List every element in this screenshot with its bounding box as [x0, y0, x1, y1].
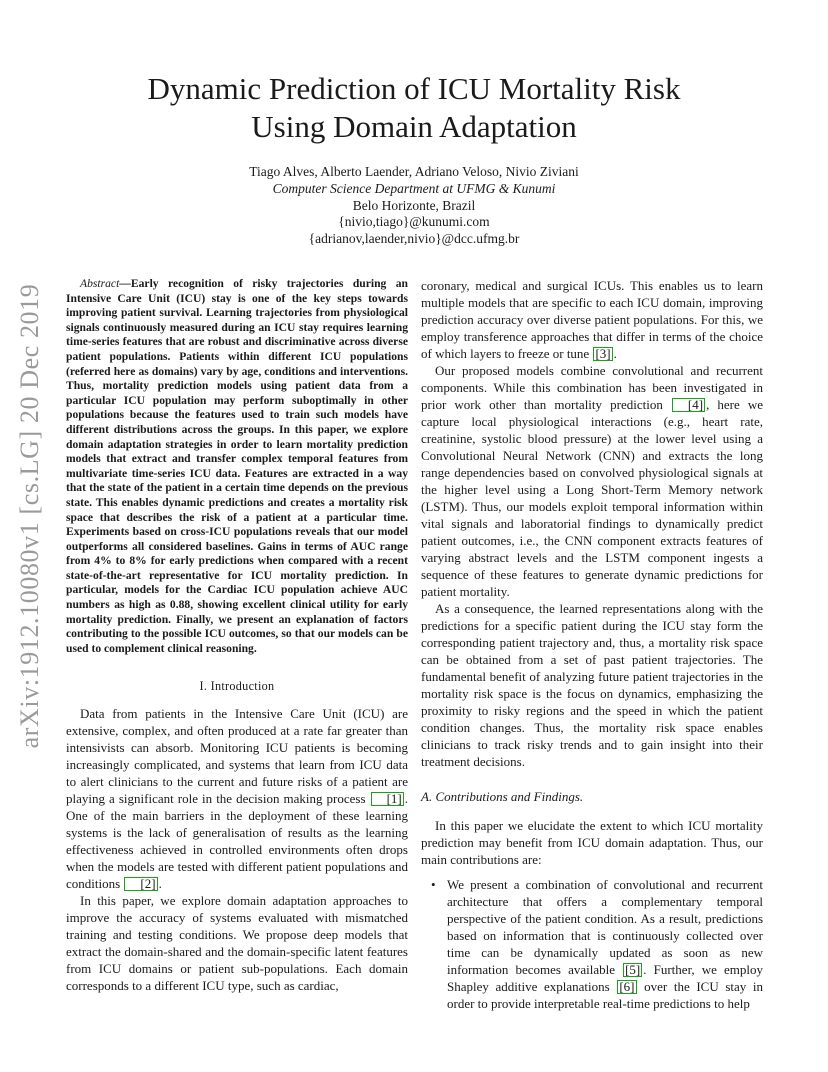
- contribution-bullet-1: [421, 876, 763, 1012]
- author-email-2: {adrianov,laender,nivio}@dcc.ufmg.br: [308, 231, 520, 247]
- intro-p1-text-c: .: [158, 876, 162, 892]
- right-paragraph-2: [421, 362, 763, 600]
- intro-p1-text-a: Data from patients in the Intensive Care Unit (ICU) are extensive, complex, and often produced at a rate far greater than intensivists can absorb. Monitoring ICU patients is becoming increasingly complicated, and systems that learn from ICU data to alert clinicians to the current and future risks of a patient are playing a significant role in the decision making process: [66, 706, 408, 807]
- citation-link-3[interactable]: [3]: [595, 346, 611, 361]
- bullet-dot: •: [431, 877, 436, 892]
- title-line-1: Dynamic Prediction of ICU Mortality Risk: [147, 71, 681, 106]
- bullet1-text-c: over the ICU stay in order to provide interpretable real-time predictions to help: [447, 979, 764, 1011]
- citation-link-1[interactable]: [1]: [371, 792, 404, 806]
- citation-link-2[interactable]: [2]: [124, 877, 157, 891]
- right-paragraph-4: In this paper we elucidate the extent to which ICU mortality prediction may benefit from ICU domain adaptation. Thus, our main contributions are:: [421, 818, 763, 867]
- citation-link-5[interactable]: [5]: [625, 962, 641, 977]
- author-names: Tiago Alves, Alberto Laender, Adriano Veloso, Nivio Ziviani: [249, 164, 579, 179]
- right-column: [421, 277, 763, 1012]
- left-column: [66, 277, 408, 994]
- abstract-label: Abstract: [80, 277, 120, 290]
- author-affiliation: Computer Science Department at UFMG & Kunumi: [272, 180, 556, 196]
- intro-paragraph-2: In this paper, we explore domain adaptation approaches to improve the accuracy of systems evaluated with mismatched training and testing conditions. We propose deep models that extract the domain-shared and the domain-specific latent features from ICU domains or patient sub-populations. Each domain corresponds to a different ICU type, such as cardiac,: [66, 893, 408, 994]
- author-email-1: {nivio,tiago}@kunumi.com: [338, 214, 490, 230]
- author-block: [60, 164, 768, 248]
- abstract-text: —Early recognition of risky trajectories during an Intensive Care Unit (ICU) stay is one of the key steps towards improving patient survival. Learning trajectories from physiological signals continuously measured during an ICU stay requires learning time-series features that are robust and discriminative across diverse patient populations. Patients within different ICU populations (referred here as domains) vary by age, conditions and interventions. Thus, mortality prediction models using patient data from a particular ICU population may perform suboptimally in other populations because the features used to train such models have different distributions across the groups. In this paper, we explore domain adaptation strategies in order to learn mortality prediction models that extract and transfer complex temporal features from multivariate time-series ICU data. Features are extracted in a way that the state of the patient in a certain time depends on the previous state. This enables dynamic predictions and creates a mortality risk space that describes the risk of a patient at a particular time. Experiments based on cross-ICU populations reveals that our model outperforms all considered baselines. Gains in terms of AUC range from 4% to 8% for early predictions when compared with a recent state-of-the-art representative for ICU mortality prediction. In particular, models for the Cardiac ICU population achieve AUC numbers as high as 0.88, showing excellent clinical utility for early mortality prediction. Finally, we present an explanation of factors contributing to the possible ICU outcomes, so that our models can be used to complement clinical reasoning.: [66, 277, 408, 655]
- paper-title: [60, 70, 768, 146]
- bullet1-text-a: We present a combination of convolutional and recurrent architecture that offers a complementary temporal perspective of the patient condition. As a result, predictions based on information that is continuously collected over time can be dynamically updated as soon as new information becomes available: [447, 877, 763, 977]
- abstract: [66, 277, 408, 656]
- right-paragraph-3: As a consequence, the learned representations along with the predictions for a specific patient during the ICU stay form the corresponding patient trajectory and, thus, a mortality risk space can be obtained from a set of past patient trajectories. The fundamental benefit of analyzing future patient trajectories in the mortality risk space is the focus on dynamics, emphasizing the proximity to risky regions and the speed in which the patient condition changes. Thus, the mortality risk space enables clinicians to track risky trends and to gain insight into their treatment decisions.: [421, 601, 763, 769]
- right-p1-text-b: .: [613, 346, 617, 361]
- citation-link-6[interactable]: [6]: [619, 979, 635, 994]
- subsection-heading-contributions: A. Contributions and Findings.: [421, 789, 584, 804]
- arxiv-identifier-text: arXiv:1912.10080v1 [cs.LG] 20 Dec 2019: [15, 283, 44, 749]
- bullet1-text-b: . Further, we employ Shapley additive explanations: [447, 962, 763, 994]
- section-heading-introduction: I. Introduction: [199, 679, 275, 694]
- arxiv-identifier-stamp: [8, 256, 52, 776]
- right-paragraph-1: [421, 277, 763, 362]
- intro-p1-text-b: . One of the main barriers in the deployment of these learning systems is the lack of generalisation of results as the learning effectiveness achieved in controlled environments often drops when the models are tested with different patient populations and conditions: [66, 791, 408, 892]
- right-p2-text-a: Our proposed models combine convolutional and recurrent components. While this combination has been investigated in prior work other than mortality prediction: [421, 363, 763, 412]
- right-p1-text-a: coronary, medical and surgical ICUs. This enables us to learn multiple models that are specific to each ICU domain, improving prediction accuracy over diverse patient populations. For this, we employ transference approaches that differ in terms of the choice of which layers to freeze or tune: [421, 278, 763, 361]
- right-p2-text-b: , here we capture local physiological interactions (e.g., heart rate, creatinine, systolic blood pressure) at the lower level using a Convolutional Neural Network (CNN) and extracts the long range dependencies based on convolved physiological signals at the higher level using a Long Short-Term Memory network (LSTM). Thus, our models exploit temporal information within vital signals and laboratorial findings to dynamically predict patient outcomes, i.e., the CNN component extracts features of varying abstract levels and the LSTM component ingests a sequence of these features to generate dynamic predictions for patient mortality.: [421, 397, 763, 599]
- citation-link-4[interactable]: [4]: [672, 398, 705, 412]
- intro-paragraph-1: [66, 705, 408, 892]
- title-line-2: Using Domain Adaptation: [251, 109, 577, 144]
- author-location: Belo Horizonte, Brazil: [352, 197, 476, 213]
